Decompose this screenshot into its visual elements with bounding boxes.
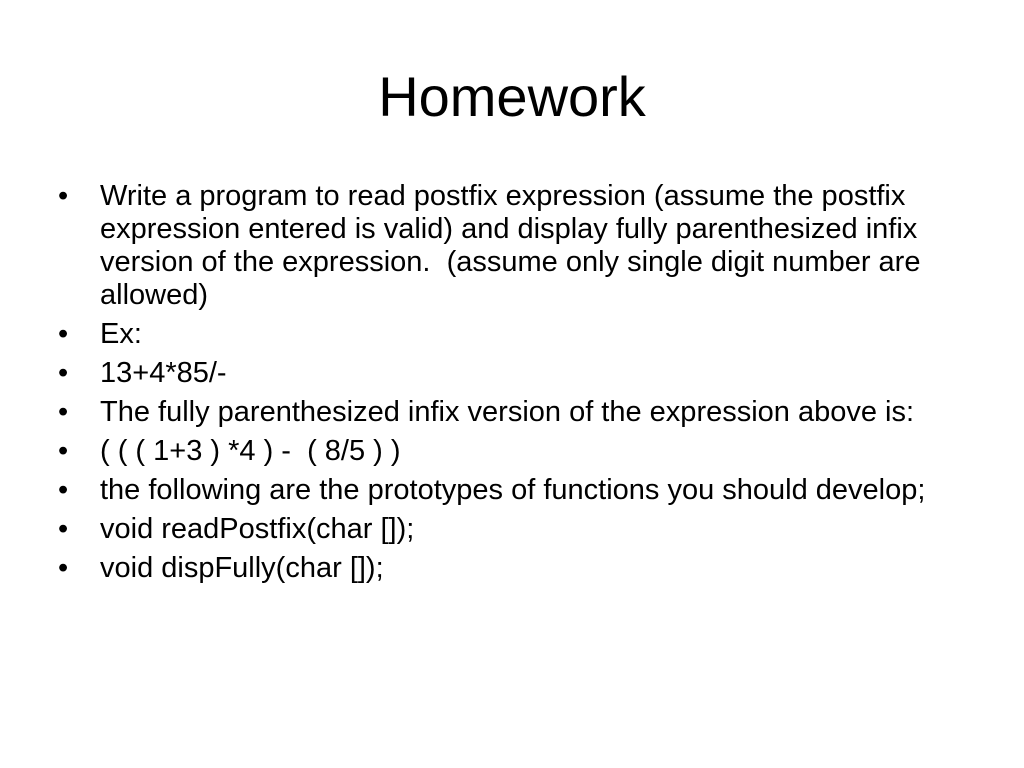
bullet-list (58, 180, 958, 591)
slide-title: Homework (378, 65, 646, 128)
bullet-dot-icon: • (58, 513, 69, 545)
bullet-dot-icon: • (58, 318, 69, 350)
bullet-item (58, 318, 958, 351)
bullet-dot-icon: • (58, 357, 69, 389)
bullet-dot-icon: • (58, 552, 69, 584)
bullet-dot-icon: • (58, 474, 69, 506)
bullet-text: void dispFully(char []); (100, 552, 384, 584)
bullet-text: The fully parenthesized infix version of the expression above is: (100, 396, 915, 428)
bullet-item (58, 435, 958, 468)
bullet-text: Write a program to read postfix expression (assume the postfix expression entered is valid) and display fully parenthesized infix version of the expression. (assume only single digit number are allowed) (100, 180, 929, 311)
bullet-item (58, 180, 958, 312)
bullet-dot-icon: • (58, 435, 69, 467)
bullet-dot-icon: • (58, 396, 69, 428)
bullet-text: the following are the prototypes of functions you should develop; (100, 474, 926, 506)
bullet-text: Ex: (100, 318, 142, 350)
bullet-item (58, 513, 958, 546)
bullet-item (58, 552, 958, 585)
bullet-text: ( ( ( 1+3 ) *4 ) - ( 8/5 ) ) (100, 435, 401, 467)
bullet-text: 13+4*85/- (100, 357, 227, 389)
bullet-text: void readPostfix(char []); (100, 513, 415, 545)
bullet-item (58, 357, 958, 390)
bullet-item (58, 474, 958, 507)
bullet-dot-icon: • (58, 180, 69, 212)
bullet-item (58, 396, 958, 429)
